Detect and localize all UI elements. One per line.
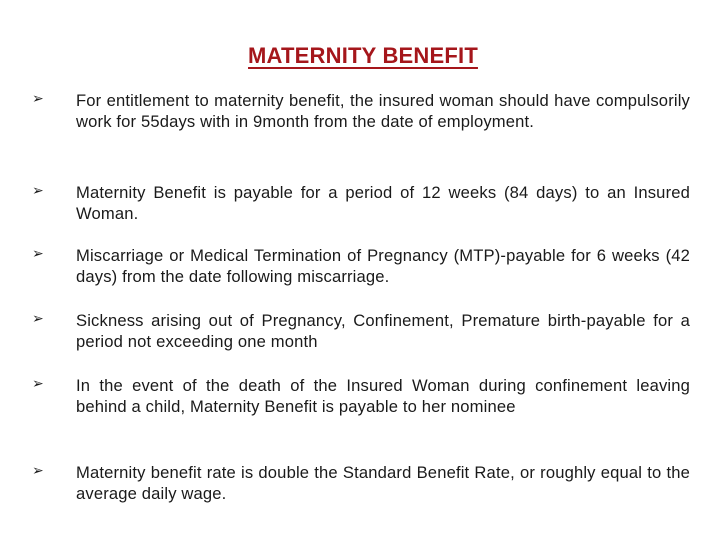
arrow-bullet-icon: ➢ (32, 376, 44, 392)
arrow-bullet-icon: ➢ (32, 246, 44, 262)
slide-title (0, 43, 720, 69)
bullet-text: In the event of the death of the Insured Woman during confinement leaving behind a child, Maternity Benefit is payable to her nominee (76, 376, 690, 417)
slide-title-text: MATERNITY BENEFIT (248, 43, 478, 68)
arrow-bullet-icon: ➢ (32, 463, 44, 479)
bullet-text: Sickness arising out of Pregnancy, Confinement, Premature birth-payable for a period not exceeding one month (76, 311, 690, 352)
bullet-text: Miscarriage or Medical Termination of Pregnancy (MTP)-payable for 6 weeks (42 days) from the date following miscarriage. (76, 246, 690, 287)
bullet-text: For entitlement to maternity benefit, the insured woman should have compulsorily work for 55days with in 9month from the date of employment. (76, 91, 690, 132)
arrow-bullet-icon: ➢ (32, 91, 44, 107)
bullet-text: Maternity Benefit is payable for a period of 12 weeks (84 days) to an Insured Woman. (76, 183, 690, 224)
arrow-bullet-icon: ➢ (32, 311, 44, 327)
arrow-bullet-icon: ➢ (32, 183, 44, 199)
bullet-text: Maternity benefit rate is double the Standard Benefit Rate, or roughly equal to the average daily wage. (76, 463, 690, 504)
